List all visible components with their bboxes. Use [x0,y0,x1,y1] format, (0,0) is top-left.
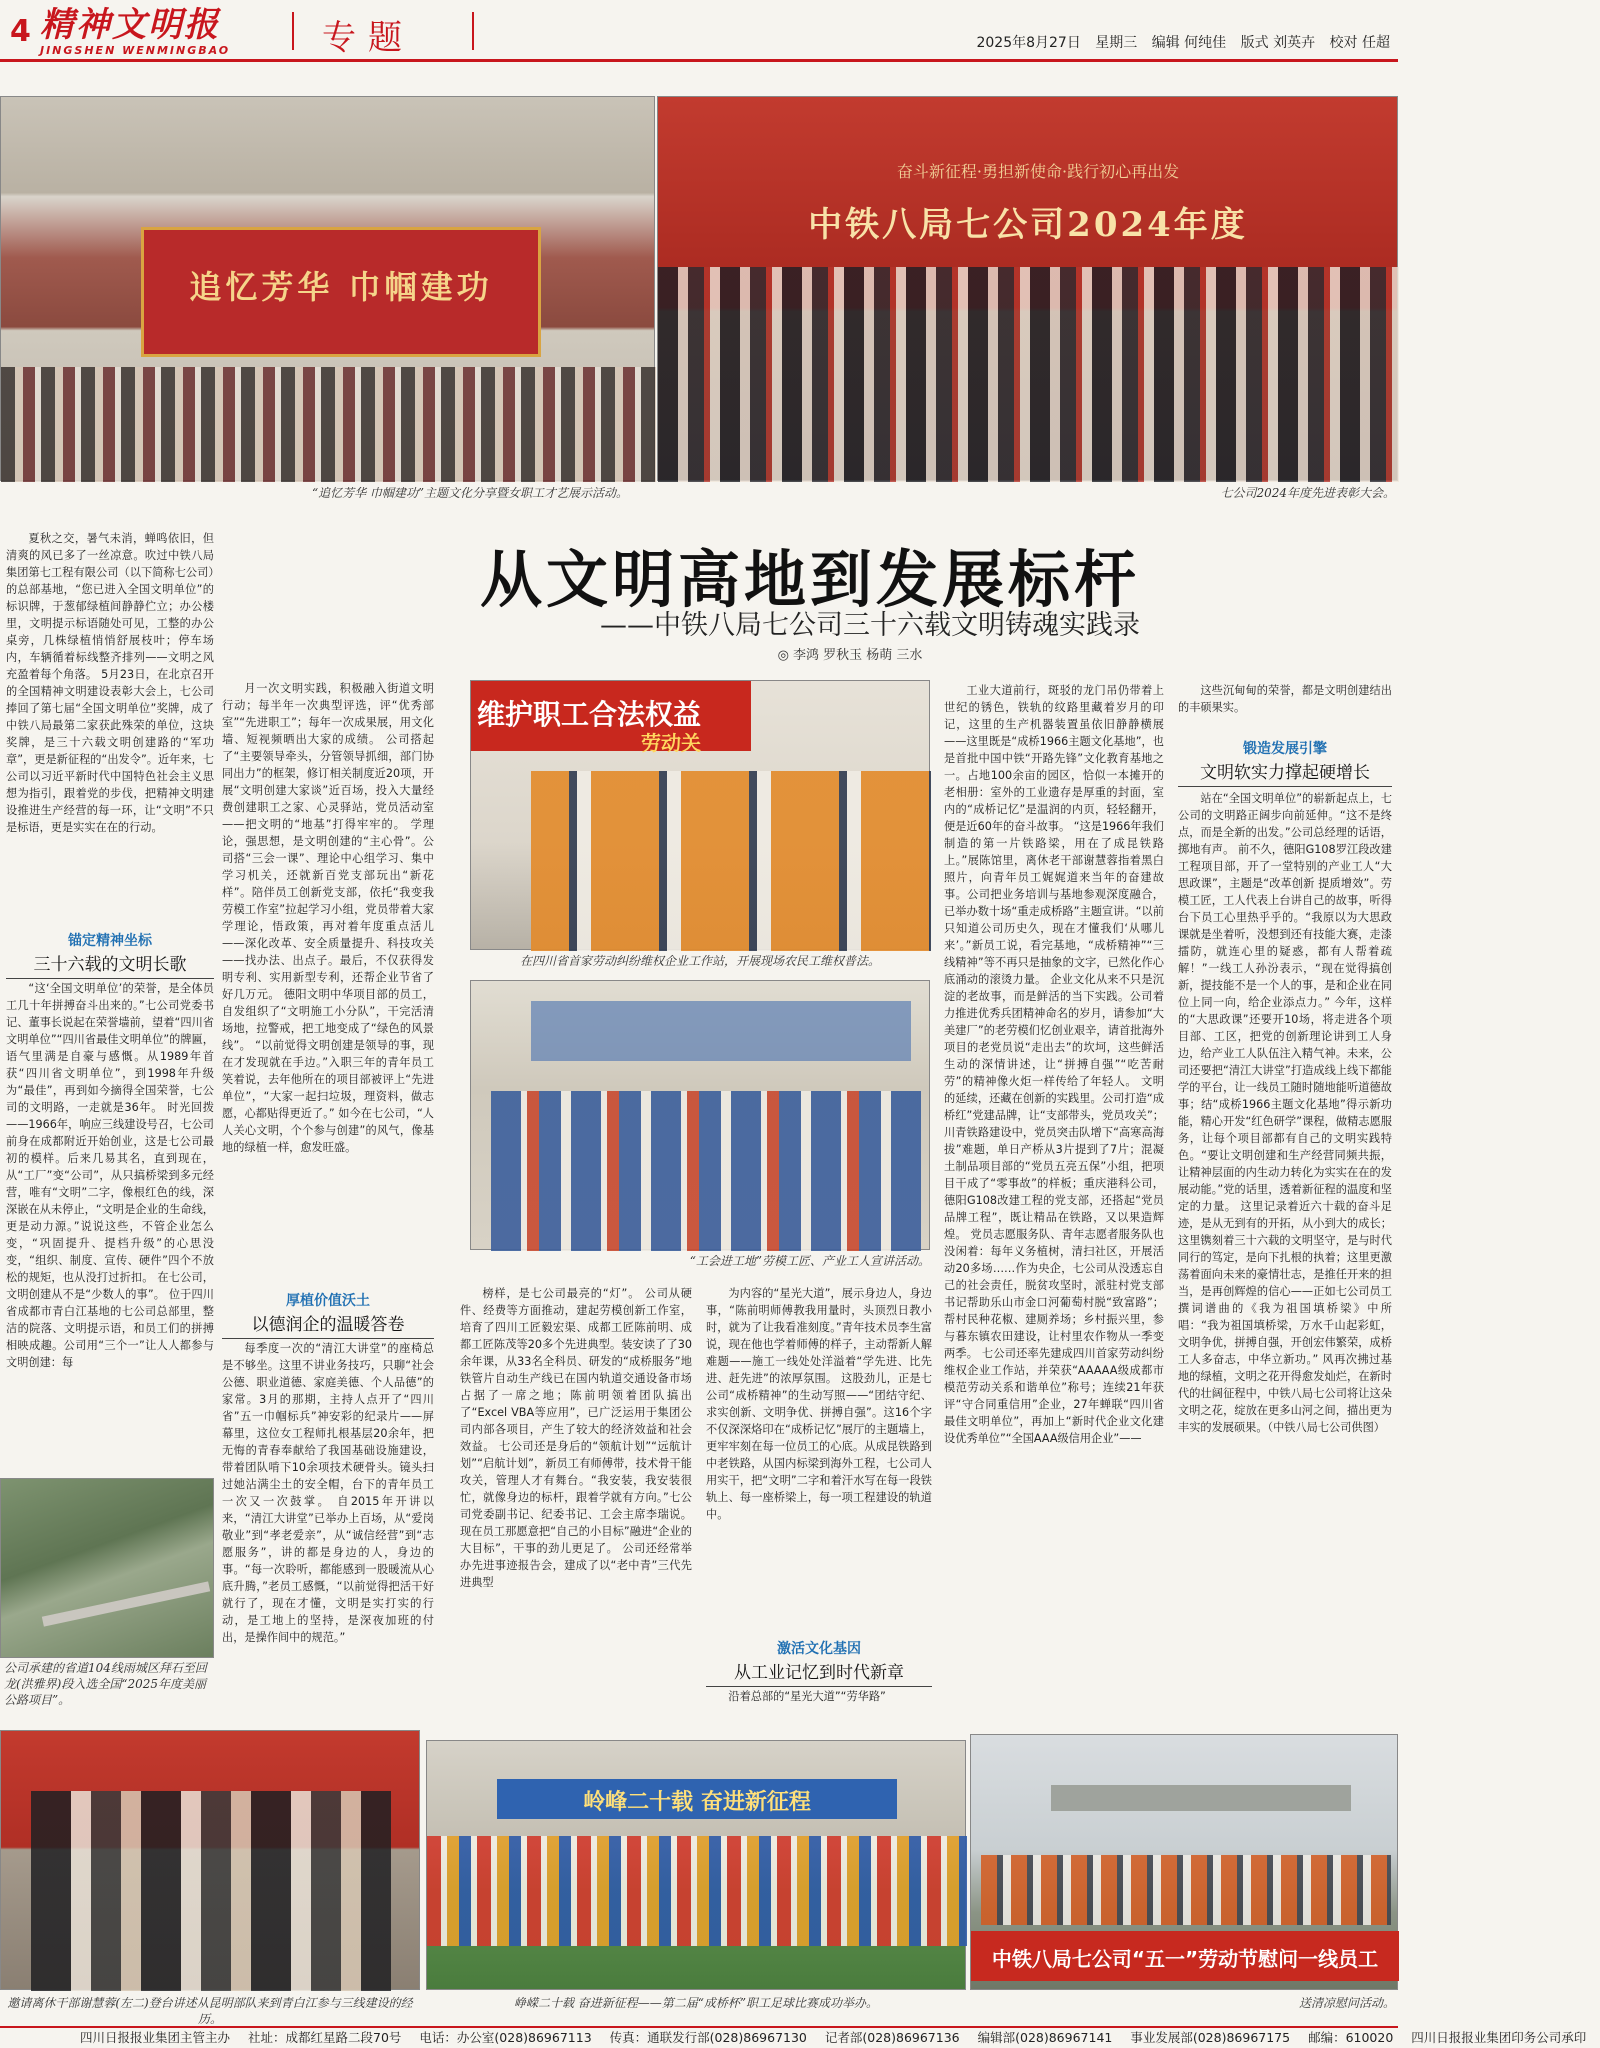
section-heading-top: 锻造发展引擎 [1243,741,1327,757]
article-headline: 从文明高地到发展标杆 [479,543,1140,616]
column-6-top [1178,682,1392,722]
paragraph: 站在“全国文明单位”的崭新起点上，七公司的文明路正阔步向前延伸。“这不是终点，而是全新的出发。”公司总经理的话语，掷地有声。 前不久，德阳G108罗江段改建工程项目部，开了一堂特别的产业工人“大思政课”，主题是“改革创新 提质增效”。劳模工匠，工人代表上台讲自己的故事，听得台下员工心里热乎乎的。“我原以为大思政课就是坐着听，没想到还有技能大赛，走漆擂防，就连心里的疑惑，都有人帮着疏解！”一线工人孙汾表示，“现在觉得搞创新，提技能不是一个人的事，是和企业在同位上同一向，给企业添点力。” 今年，这样的“大思政课”还要开10场，将走进各个项目部、工区，把党的创新理论讲到工人身边，给产业工人队伍注入精气神。未来，公司还要把“清江大讲堂”打造成线上线下都能学的平台，让一线员工随时随地能听道德故事；结“成桥1966主题文化基地”得示新功能，精心开发“红色研学”课程，做精志愿服务，让每个项目部都有自己的文明实践特色。“要让文明创建和生产经营同频共振，让精神层面的内生动力转化为实实在在的发展动能。”党的话里，透着新征程的温度和坚定的力量。 这里记录着近六十载的奋斗足迹，是从无到有的开拓，从小到大的成长；这里镌刻着三十六载的文明坚守，是与时代同行的笃定，是向下扎根的执着；这里更激荡着面向未来的豪情壮志，是推任开来的担当，是再创辉煌的信心——正如七公司员工撰词谱曲的《我为祖国填桥梁》中所唱：“我为祖国填桥梁，万水千山起彩虹，文明争优，拼搏自强，开创宏伟繁荣，成桥工人多奋志，中华立新功。” 风再次拂过基地的绿植，文明之花开得愈发灿烂，在新时代的壮阔征程中，中铁八局七公司将让这朵文明之花，绽放在更多山河之间，描出更为丰实的发展硕果。（中铁八局七公司供图） [1178,792,1392,1434]
road [42,1581,210,1626]
article-byline: ◎ 李鸿 罗秋玉 杨萌 三水 [777,648,923,663]
column-1-top [6,530,214,928]
banner-slogan: 奋斗新征程·勇担新使命·践行初心再出发 [896,162,1180,181]
column-2-bottom [222,1340,434,1700]
banner-text: 维护职工合法权益 [477,698,702,731]
footer-item: 事业发展部(028)86967175 [1130,2030,1291,2045]
caption-middle-2: “工会进工地”劳模工匠、产业工人宣讲活动。 [689,1254,930,1268]
paragraph: 夏秋之交，暑气未消，蝉鸣依旧，但清爽的风已多了一丝凉意。吹过中铁八局集团第七工程有限公司（以下简称七公司）的总部基地，“您已进入全国文明单位”的标识牌，于葱郁绿植间静静伫立；办公楼里，文明提示标语随处可见，工整的办公桌旁，几株绿植悄悄舒展枝叶；停车场内，车辆循着标线整齐排列——文明之风充盈着每个角落。 5月23日，在北京召开的全国精神文明建设表彰大会上，七公司捧回了第七届“全国文明单位”奖牌，成了中铁八局最第二家获此殊荣的单位，这块奖牌，是三十六载文明创建路的“军功章”，更是新征程的“出发令”。近年来，七公司以习近平新时代中国特色社会主义思想为指引，跟着党的步伐，把精神文明建设推进生产经营的每一环，让“文明”不只是标语，更是实实在在的行动。 [6,532,214,834]
paragraph: 沿着总部的“星光大道”“劳华路” [728,1690,886,1703]
weekday: 星期三 [1095,35,1138,51]
section-heading-top: 厚植价值沃土 [286,1293,370,1309]
bridge-structure [1051,1785,1351,1811]
photo-bottom-1 [0,1730,420,1990]
photo-top-left [0,96,655,481]
section-heading-top: 激活文化基因 [777,1641,861,1657]
speakers-group [491,1091,921,1251]
column-1-bottom [6,980,214,1470]
photo-bottom-2 [426,1740,966,1990]
paragraph: “这‘全国文明单位’的荣誉，是全体员工几十年拼搏奋斗出来的。”七公司党委书记、董事长说起在荣誉墙前，望着“四川省文明单位”“四川省最佳文明单位”的牌匾，语气里满是自豪与感慨。从1989年首获“四川省文明单位”，到1998年升级为“最佳”，再到如今摘得全国荣誉，七公司的文明路，一走就是36年。 时光回拨——1966年，响应三线建设号召，七公司前身在成都附近开始创业，这是七公司最初的模样。后来几易其名，直到现在，从“工厂”变“公司”，从只搞桥梁到多元经营，唯有“文明”二字，像根红色的线，深深嵌在从未停止，“文明是企业的生命线，更是动力源。”说说这些，不管企业怎么变，“巩固提升、提档升级”的心思没变，“组织、制度、宣传、硬件”四个不放松的规矩，也从没打过折扣。 在七公司，文明创建从不是“少数人的事”。 位于四川省成都市青白江基地的七公司总部里，整洁的院落、文明提示语，和员工们的拼搏相映成趣。公司用“三个一”让人人都参与文明创建：每 [6,982,214,1369]
section-heading-4 [1178,738,1392,791]
photo-middle-2 [470,980,930,1250]
event-backdrop [531,1001,911,1061]
newspaper-logo [40,5,300,57]
layout-editor: 版式 刘英卉 [1240,35,1316,51]
dateline [966,32,1390,52]
footer-item: 传真：通联发行部(028)86967130 [609,2030,807,2045]
caption-middle-1: 在四川省首家劳动纠纷维权企业工作站，开展现场农民工维权普法。 [519,954,880,968]
banner-text-2: 劳动关 [641,731,701,755]
caption-left-small: 公司承建的省道104线雨城区拜石至回龙(洪雅界)段入选全国“2025年度美丽公路项目”。 [4,1661,207,1707]
issue-date: 2025年8月27日 [976,35,1081,51]
caption-top-right: 七公司2024年度先进表彰大会。 [1220,486,1395,500]
proofreader: 校对 任超 [1329,35,1390,51]
column-6-bottom [1178,790,1392,1710]
logo-pinyin: JINGSHEN WENMINGBAO [40,44,231,57]
workers-row [981,1855,1391,1925]
footer-item: 邮编：610020 [1308,2030,1394,2045]
section-title: 专题 [322,18,414,58]
footer-item: 四川日报报业集团印务公司承印 [1411,2030,1587,2045]
photo-left-small [0,1478,214,1658]
logo-chinese: 精神文明报 [40,5,220,45]
photo-middle-1 [470,680,930,950]
people-on-stage [31,1791,391,1991]
banner-text: 中铁八局七公司“五一”劳动节慰问一线员工 [991,1947,1379,1971]
paragraph: 这些沉甸甸的荣誉，都是文明创建结出的丰硕果实。 [1178,684,1392,714]
section-heading-1 [6,930,214,983]
banner-text: 追忆芳华 巾帼建功 [189,268,493,306]
caption-bottom-3: 送清凉慰问活动。 [1298,1996,1395,2010]
crowd [1,367,656,482]
caption-bottom-2: 峥嵘二十载 奋进新征程——第二届“成桥杯”职工足球比赛成功举办。 [513,1996,879,2010]
column-4-bottom [706,1688,932,1728]
footer-item: 社址：成都红星路二段70号 [248,2030,402,2045]
section-heading-3 [706,1638,932,1691]
page-footer [0,2026,1587,2048]
section-heading-2 [222,1290,434,1343]
column-3 [460,1285,692,1680]
footer-item: 编辑部(028)86967141 [977,2030,1113,2045]
workers-group [531,771,931,951]
section-heading-main: 文明软实力撑起硬增长 [1178,758,1392,787]
banner-text: 岭峰二十载 奋进新征程 [583,1789,811,1815]
section-heading-main: 以德润企的温暖答卷 [222,1310,434,1339]
awardees-row [658,267,1399,482]
footer-item: 四川日报报业集团主管主办 [80,2030,231,2045]
section-heading-main: 三十六载的文明长歌 [6,950,214,979]
caption-bottom-1: 邀请离休干部谢慧蓉(左二)登台讲述从昆明部队来到青白江参与三线建设的经历。 [7,1996,413,2026]
article-subhead: ——中铁八局七公司三十六载文明铸魂实践录 [600,610,1140,641]
paragraph: 月一次文明实践，积极融入街道文明行动；每半年一次典型评选，评“优秀部室”“先进职工”；每年一次成果展，用文化墙、短视频晒出大家的成绩。 公司搭起了“主要领导牵头，分管领导抓细，部门协同出力”的框架，修订相关制度近20项，开展“文明创建大家谈”近百场，投入大量经费创建职工之家、心灵驿站，党员活动室——把文明的“地基”打得牢牢的。 学理论，强思想，是文明创建的“主心骨”。公司搭“三会一课”、理论中心组学习、集中学习机关，还就新百党支部玩出“新花样”。陪伴员工创新党支部，依托“我变我劳模工作室”拉起学习小组，党员带着大家学理论，悟政策，再对着年度重点活儿——深化改革、安全质量提升、科技攻关——找办法、出点子。最后，不仅获得发明专利、实用新型专利，还帮企业节省了好几万元。 德阳文明中华项目部的员工，自发组织了“文明施工小分队”，干完活清场地，拉警戒，把工地变成了“绿色的风景线”。 “以前觉得文明创建是领导的事，现在才发现就在手边。”入职三年的青年员工笑着说，去年他所在的项目部被评上“先进单位”，“大家一起扫垃圾，理资料，做志愿，心都贴得更近了。” 如今在七公司，“人人关心文明，个个参与创建”的风气，像基地的绿植一样，愈发旺盛。 [222,682,434,1154]
paragraph: 为内容的“星光大道”，展示身边人，身边事，“陈前明师傅教我用量时，头顶烈日教小时，就为了让我看准刻度。”青年技术员李生富说，现在他也学着师傅的样子，主动帮新人解难题——施工一线处处洋溢着“学先进、比先进、赶先进”的浓厚氛围。 这股劲儿，正是七公司“成桥精神”的生动写照——“团结守纪、求实创新、文明争优、拼搏自强”。这16个字不仅深深烙印在“成桥记忆”展厅的主题墙上，更牢牢刻在每一位员工的心底。从成昆铁路到中老铁路，从国内标梁到海外工程，七公司人用实干，把“文明”二字和着汗水写在每一段铁轨上、每一座桥梁上，每一项工程建设的轨道中。 [706,1287,932,1521]
editor: 编辑 何纯佳 [1151,35,1227,51]
paragraph: 每季度一次的“清江大讲堂”的座椅总是不够坐。这里不讲业务技巧，只聊“社会公德、职业道德、家庭美德、个人品德”的家常。3月的那期，主持人点开了“四川省”五一巾帼标兵”神安彩的纪录片——屏幕里，这位女工程师扎根基层20余年，把无悔的青春奉献给了我国基础设施建设，带着团队啃下10余项技术硬骨头。镜头扫过她沾满尘土的安全帽，台下的青年员工一次又一次鼓掌。 自2015年开讲以来，“清江大讲堂”已举办上百场，从“爱岗敬业”到“孝老爱亲”，从“诚信经营”到“志愿服务”，讲的都是身边的人，身边的事。“每一次聆听，都能感到一股暖流从心底升腾，”老员工感慨，“以前觉得把活干好就行了，现在才懂，文明是实打实的行动，是工地上的坚持，是深夜加班的付出，是操作间中的规范。” [222,1342,434,1644]
section-heading-main: 从工业记忆到时代新章 [706,1658,932,1687]
column-4-top [706,1285,932,1635]
paragraph: 工业大道前行，斑驳的龙门吊仍带着上世纪的锈色，铁轨的纹路里藏着岁月的印记，这里的生产机器装置虽依旧静静横展——这里既是“成桥1966主题文化基地”，也是首批中国中铁“开路先锋”文化教育基地之一。占地100余亩的园区，恰似一本摊开的老相册：室外的工业遗存是厚重的封面，室内的“成桥记忆”是温润的内页，轻轻翻开，便是近60年的奋斗故事。 “这是1966年我们制造的第一片铁路梁，用在了成昆铁路上。”展陈馆里，离休老干部谢慧蓉指着黑白照片，向青年员工娓娓道来当年的奋建故事。公司把业务培训与基地参观深度融合，已举办数十场“重走成桥路”主题宣讲。“以前只知道公司历史久，现在才懂我们‘从哪儿来’。”新员工说，看完基地，“成桥精神”“三线精神”等不再只是抽象的文字，已然化作心底涌动的滚烫力量。 企业文化从来不只是沉淀的老故事，而是鲜活的当下实践。公司着力推进优秀兵团精神命名的岁月，请参加“大美建厂”的老劳模们忆创业艰辛，请首批海外项目的老党员说“走出去”的坎坷，这些鲜活生动的深情讲述，让“拼搏自强”“吃苦耐劳”的精神像火炬一样传给了年轻人。 文明的延续，还藏在创新的实践里。公司打造“成桥红”党建品牌，让“支部带头，党员攻关”；川青铁路建设中，党员突击队增下“高寒高海拔”难题，单日产桥从3片提到了7片；混凝土制品项目部的“党员五亮五保”小组，把项目干成了“零事故”的样板；重庆港科公司，德阳G108改建工程的党支部，还搭起“党员品牌工程”，既让精品在铁路，又以果造辉煌。 党员志愿服务队、青年志愿者服务队也没闲着：每年义务植树，清扫社区，开展活动20多场……作为央企，七公司从没透忘自己的社会责任，脱贫攻坚时，派驻村党支部书记帮助乐山市金口河葡萄村脱“致富路”；帮村民种花椒、建厕养场；乡村振兴里，参与暮东镇农田建设，让村里农作物从一季变两季。 七公司还率先建成四川首家劳动纠纷维权企业工作站，并荣获“AAAAA级成都市模范劳动关系和谐单位”称号；连续21年获评“守合同重信用”企业，27年蝉联“四川省最佳文明单位”，再加上“新时代企业文化建设优秀单位”“全国AAA级信用企业”—— [944,684,1164,1445]
column-2-top [222,680,434,1288]
football-teams [427,1836,967,1946]
column-5 [944,682,1164,1712]
footer-item: 电话：办公室(028)86967113 [419,2030,592,2045]
photo-top-right [657,96,1398,481]
caption-top-left: “追忆芳华 巾帼建功”主题文化分享暨女职工才艺展示活动。 [311,486,629,500]
page-number: 4 [10,14,31,49]
masthead-divider [292,12,294,50]
photo-bottom-3 [970,1734,1398,1990]
footer-item: 记者部(028)86967136 [824,2030,960,2045]
masthead-divider [472,12,474,50]
paragraph: 榜样，是七公司最亮的“灯”。 公司从硬件、经费等方面推动，建起劳模创新工作室，培育了四川工匠毅宏渠、成都工匠陈前明、成都工匠陈茂等20多个先进典型。装安读了了30余年课，从33名全科员、研发的“成桥服务”地铁管片自动生产线已在国内轨道交通设备市场占据了一席之地；陈前明领着团队搞出了“Excel VBA等应用”，已广泛运用于集团公司内部各项目，产生了较大的经济效益和社会效益。 七公司还是身后的“领航计划”“远航计划”“启航计划”，新员工有师傅带，技术骨干能攻关，管理人才有舞台。“我安装，我安装很忙，就像身边的标杆，跟着学就有方向。”七公司党委副书记、纪委书记、工会主席李瑞说。现在员工那愿意把“自己的小目标”融进“企业的大目标”，干事的劲儿更足了。 公司还经常举办先进事迹报告会，建成了以“老中青”三代先进典型 [460,1287,692,1589]
section-heading-top: 锚定精神坐标 [68,933,152,949]
banner-title: 中铁八局七公司2024年度 [808,205,1248,245]
